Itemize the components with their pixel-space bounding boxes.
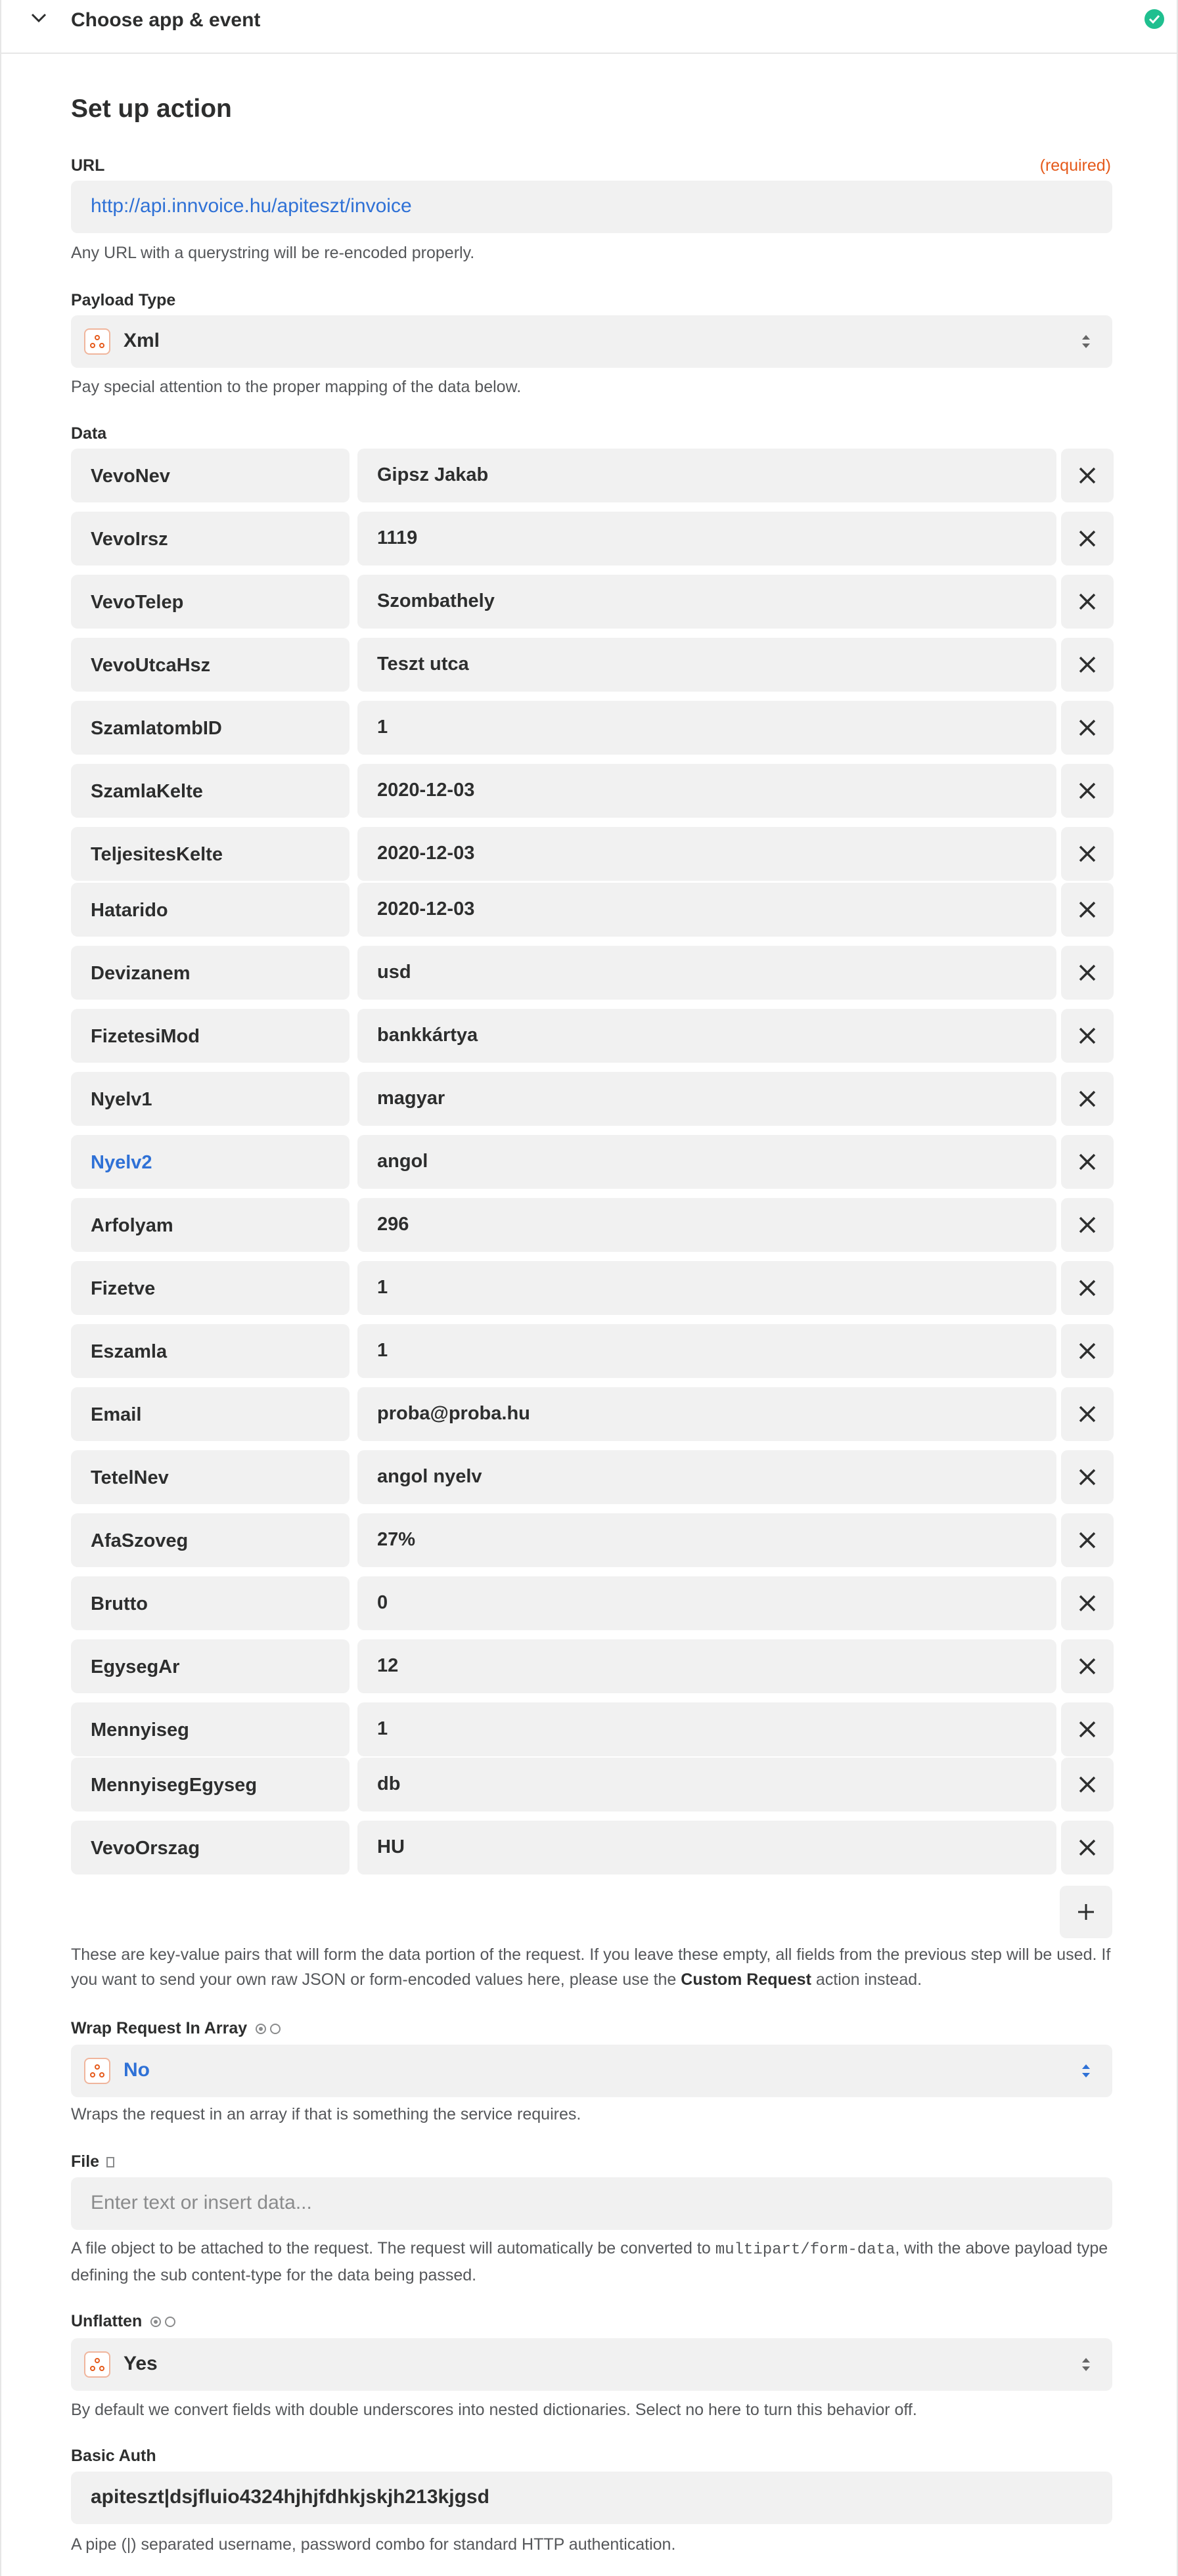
data-key-field[interactable] — [71, 1324, 350, 1378]
file-help-code: multipart/form-data — [715, 2241, 895, 2259]
data-key: Nyelv2 — [91, 1152, 152, 1173]
wrap-help: Wraps the request in an array if that is something the service requires. — [71, 2105, 581, 2123]
data-key: Eszamla — [91, 1341, 168, 1362]
data-key: Devizanem — [91, 963, 191, 984]
data-value-field[interactable] — [357, 1261, 1056, 1315]
data-value-field[interactable] — [357, 1198, 1056, 1252]
data-value: HU — [377, 1836, 405, 1857]
wrap-label — [71, 2019, 281, 2038]
data-key: AfaSzoveg — [91, 1530, 189, 1551]
data-row — [71, 946, 1112, 1000]
remove-row-button[interactable] — [1061, 1576, 1114, 1630]
payload-type-label: Payload Type — [71, 291, 176, 309]
payload-type-help: Pay special attention to the proper mapping of the data below. — [71, 378, 522, 396]
remove-row-button[interactable] — [1061, 946, 1114, 1000]
data-value: 1119 — [377, 527, 418, 548]
data-row — [71, 883, 1112, 937]
data-key: Fizetve — [91, 1278, 156, 1299]
chevron-down-icon[interactable] — [29, 8, 49, 28]
webhook-app-icon — [84, 2351, 110, 2378]
data-key-field[interactable] — [71, 1135, 350, 1189]
close-icon — [1077, 1720, 1097, 1739]
close-icon — [1077, 1341, 1097, 1361]
data-key-field[interactable] — [71, 1821, 350, 1875]
remove-row-button[interactable] — [1061, 1198, 1114, 1252]
unflatten-value: Yes — [124, 2353, 158, 2374]
remove-row-button[interactable] — [1061, 1639, 1114, 1693]
data-value: 2020-12-03 — [377, 899, 475, 920]
close-icon — [1077, 529, 1097, 548]
data-help-text-end: action instead. — [811, 1970, 922, 1989]
data-value-field[interactable] — [357, 1009, 1056, 1063]
remove-row-button[interactable] — [1061, 1758, 1114, 1811]
data-key-field[interactable] — [71, 1702, 350, 1756]
data-key-field[interactable] — [71, 1576, 350, 1630]
data-row — [71, 827, 1112, 881]
wrap-select[interactable] — [71, 2045, 1112, 2097]
data-row — [71, 1450, 1112, 1504]
close-icon — [1077, 1089, 1097, 1109]
remove-row-button[interactable] — [1061, 883, 1114, 937]
data-help-text: These are key-value pairs that will form the data portion of the request. If you leave these empty, all fields from the previous step will be used. If you want to send your own raw JSON or form-encoded values here, please use the — [71, 1945, 1111, 1989]
document-icon — [106, 2157, 114, 2167]
remove-row-button[interactable] — [1061, 512, 1114, 566]
close-icon — [1077, 844, 1097, 864]
select-arrows-icon — [1079, 331, 1093, 352]
select-arrows-icon — [1079, 2354, 1093, 2375]
remove-row-button[interactable] — [1061, 1450, 1114, 1504]
data-value-field[interactable] — [357, 575, 1056, 629]
custom-request-text: Custom Request — [681, 1970, 811, 1989]
data-key-field[interactable] — [71, 701, 350, 755]
close-icon — [1077, 963, 1097, 983]
unflatten-select[interactable] — [71, 2338, 1112, 2391]
url-label: URL — [71, 156, 105, 175]
close-icon — [1077, 655, 1097, 675]
data-key-field[interactable] — [71, 1758, 350, 1811]
close-icon — [1077, 1775, 1097, 1794]
data-key: VevoUtcaHsz — [91, 655, 211, 676]
data-value-field[interactable] — [357, 1576, 1056, 1630]
data-key-field[interactable] — [71, 1009, 350, 1063]
data-key-field[interactable] — [71, 1450, 350, 1504]
data-value-field[interactable] — [357, 638, 1056, 692]
close-icon — [1077, 1838, 1097, 1857]
file-placeholder: Enter text or insert data... — [91, 2192, 312, 2213]
data-row — [71, 1513, 1112, 1567]
data-value: angol — [377, 1151, 428, 1172]
file-input[interactable] — [71, 2177, 1112, 2230]
data-key-field[interactable] — [71, 638, 350, 692]
data-row — [71, 1576, 1112, 1630]
data-value-field[interactable] — [357, 1450, 1056, 1504]
data-key-field[interactable] — [71, 1261, 350, 1315]
data-value-field[interactable] — [357, 883, 1056, 937]
data-row — [71, 1072, 1112, 1126]
file-help — [71, 2236, 1116, 2288]
data-key-field[interactable] — [71, 512, 350, 566]
remove-row-button[interactable] — [1061, 1821, 1114, 1875]
close-icon — [1077, 1656, 1097, 1676]
basic-auth-value: apiteszt|dsjfluio4324hjhjfdhkjskjh213kjgsd — [91, 2486, 489, 2508]
close-icon — [1077, 1278, 1097, 1298]
step-header[interactable] — [1, 0, 1178, 54]
data-key-field[interactable] — [71, 1072, 350, 1126]
wrap-label-text: Wrap Request In Array — [71, 2019, 248, 2037]
data-value: Szombathely — [377, 590, 495, 611]
close-icon — [1077, 1404, 1097, 1424]
close-icon — [1077, 1530, 1097, 1550]
remove-row-button[interactable] — [1061, 638, 1114, 692]
data-key: VevoNev — [91, 466, 170, 487]
data-row — [71, 638, 1112, 692]
data-row — [71, 1135, 1112, 1189]
close-icon — [1077, 1467, 1097, 1487]
close-icon — [1077, 1152, 1097, 1172]
webhook-app-icon — [84, 2058, 110, 2084]
data-row — [71, 1009, 1112, 1063]
data-key: Nyelv1 — [91, 1089, 152, 1110]
data-key: Arfolyam — [91, 1215, 173, 1236]
radio-empty-icon[interactable] — [270, 2024, 281, 2034]
remove-row-button[interactable] — [1061, 1702, 1114, 1756]
url-help: Any URL with a querystring will be re-encoded properly. — [71, 244, 475, 262]
close-icon — [1077, 718, 1097, 738]
close-icon — [1077, 1215, 1097, 1235]
remove-row-button[interactable] — [1061, 575, 1114, 629]
data-key: Email — [91, 1404, 142, 1425]
step-title: Choose app & event — [71, 9, 261, 31]
data-value-field[interactable] — [357, 1324, 1056, 1378]
data-value: 1 — [377, 1277, 388, 1298]
data-key: SzamlatombID — [91, 718, 222, 739]
data-row — [71, 575, 1112, 629]
data-row — [71, 449, 1112, 502]
data-value-field[interactable] — [357, 1758, 1056, 1811]
data-key-field[interactable] — [71, 1387, 350, 1441]
data-row — [71, 1702, 1112, 1756]
remove-row-button[interactable] — [1061, 1072, 1114, 1126]
data-key-field[interactable] — [71, 883, 350, 937]
data-row — [71, 1758, 1112, 1811]
data-key-field[interactable] — [71, 1198, 350, 1252]
data-value-field[interactable] — [357, 701, 1056, 755]
data-row — [71, 1387, 1112, 1441]
url-required-badge: (required) — [1039, 156, 1111, 175]
remove-row-button[interactable] — [1061, 827, 1114, 881]
data-value-field[interactable] — [357, 946, 1056, 1000]
data-value-field[interactable] — [357, 1513, 1056, 1567]
close-icon — [1077, 1593, 1097, 1613]
data-value: 2020-12-03 — [377, 843, 475, 864]
data-value: angol nyelv — [377, 1466, 482, 1487]
data-key: MennyisegEgyseg — [91, 1775, 258, 1796]
data-key: Brutto — [91, 1593, 148, 1614]
data-key: FizetesiMod — [91, 1026, 200, 1047]
data-key-field[interactable] — [71, 827, 350, 881]
webhook-app-icon — [84, 328, 110, 355]
data-value: proba@proba.hu — [377, 1403, 530, 1424]
basic-auth-label: Basic Auth — [71, 2447, 156, 2465]
data-key: VevoOrszag — [91, 1838, 200, 1859]
file-help-text-end: , with the above payload type defining the sub content-type for the data being passed. — [71, 2239, 1108, 2284]
data-help — [71, 1942, 1116, 1992]
close-icon — [1077, 781, 1097, 801]
data-row — [71, 512, 1112, 566]
select-arrows-icon — [1079, 2060, 1093, 2081]
payload-type-select[interactable] — [71, 315, 1112, 368]
remove-row-button[interactable] — [1061, 1387, 1114, 1441]
section-title: Set up action — [71, 95, 232, 123]
close-icon — [1077, 1026, 1097, 1046]
remove-row-button[interactable] — [1061, 1513, 1114, 1567]
unflatten-help: By default we convert fields with double underscores into nested dictionaries. Select no here to turn this behavior off. — [71, 2401, 917, 2419]
data-key-field[interactable] — [71, 1513, 350, 1567]
data-value-field[interactable] — [357, 827, 1056, 881]
remove-row-button[interactable] — [1061, 1009, 1114, 1063]
unflatten-label-text: Unflatten — [71, 2312, 143, 2330]
payload-type-value: Xml — [124, 330, 160, 351]
close-icon — [1077, 466, 1097, 485]
file-help-text: A file object to be attached to the request. The request will automatically be converted to — [71, 2239, 715, 2257]
data-value: magyar — [377, 1088, 445, 1109]
data-row — [71, 1198, 1112, 1252]
data-value-field[interactable] — [357, 1135, 1056, 1189]
data-value: 1 — [377, 1718, 388, 1739]
data-value: 0 — [377, 1592, 388, 1613]
data-value: 12 — [377, 1655, 399, 1676]
remove-row-button[interactable] — [1061, 449, 1114, 502]
data-value-field[interactable] — [357, 1702, 1056, 1756]
data-value: usd — [377, 962, 411, 983]
data-value: 1 — [377, 717, 388, 738]
close-icon — [1077, 900, 1097, 920]
remove-row-button[interactable] — [1061, 764, 1114, 818]
close-icon — [1077, 592, 1097, 611]
radio-selected-icon[interactable] — [150, 2317, 161, 2327]
data-key: VevoIrsz — [91, 529, 168, 550]
wrap-value: No — [124, 2059, 150, 2081]
data-key: TetelNev — [91, 1467, 169, 1488]
data-key: VevoTelep — [91, 592, 184, 613]
data-value-field[interactable] — [357, 512, 1056, 566]
data-value: Teszt utca — [377, 654, 469, 675]
data-key-field[interactable] — [71, 449, 350, 502]
data-key: TeljesitesKelte — [91, 844, 223, 865]
data-row — [71, 1821, 1112, 1875]
data-key: SzamlaKelte — [91, 781, 203, 802]
unflatten-label — [71, 2312, 175, 2331]
url-value: http://api.innvoice.hu/apiteszt/invoice — [91, 195, 412, 217]
add-row-button[interactable] — [1060, 1886, 1112, 1938]
remove-row-button[interactable] — [1061, 1135, 1114, 1189]
data-key-field[interactable] — [71, 946, 350, 1000]
data-value-field[interactable] — [357, 1821, 1056, 1875]
radio-selected-icon[interactable] — [256, 2024, 266, 2034]
data-label: Data — [71, 424, 107, 443]
radio-empty-icon[interactable] — [165, 2317, 175, 2327]
data-value-field[interactable] — [357, 1639, 1056, 1693]
plus-icon — [1076, 1901, 1097, 1922]
data-row — [71, 1639, 1112, 1693]
success-check-icon — [1144, 9, 1164, 29]
data-value: 27% — [377, 1529, 416, 1550]
data-value: db — [377, 1773, 401, 1794]
data-key-field[interactable] — [71, 1639, 350, 1693]
data-value: Gipsz Jakab — [377, 464, 489, 485]
data-value: bankkártya — [377, 1025, 478, 1046]
data-value-field[interactable] — [357, 764, 1056, 818]
remove-row-button[interactable] — [1061, 1324, 1114, 1378]
basic-auth-help: A pipe (|) separated username, password combo for standard HTTP authentication. — [71, 2535, 676, 2554]
data-row — [71, 701, 1112, 755]
url-field[interactable] — [71, 181, 1112, 233]
data-value-field[interactable] — [357, 1072, 1056, 1126]
data-key: Mennyiseg — [91, 1720, 189, 1741]
remove-row-button[interactable] — [1061, 701, 1114, 755]
data-value-field[interactable] — [357, 449, 1056, 502]
data-value: 296 — [377, 1214, 409, 1235]
remove-row-button[interactable] — [1061, 1261, 1114, 1315]
data-key: Hatarido — [91, 900, 168, 921]
data-key-field[interactable] — [71, 764, 350, 818]
basic-auth-field[interactable] — [71, 2472, 1112, 2524]
data-row — [71, 764, 1112, 818]
data-key-field[interactable] — [71, 575, 350, 629]
data-row — [71, 1261, 1112, 1315]
data-value: 1 — [377, 1340, 388, 1361]
data-key: EgysegAr — [91, 1656, 180, 1677]
file-label-text: File — [71, 2152, 100, 2171]
file-label — [71, 2152, 114, 2171]
data-value: 2020-12-03 — [377, 780, 475, 801]
data-row — [71, 1324, 1112, 1378]
data-value-field[interactable] — [357, 1387, 1056, 1441]
